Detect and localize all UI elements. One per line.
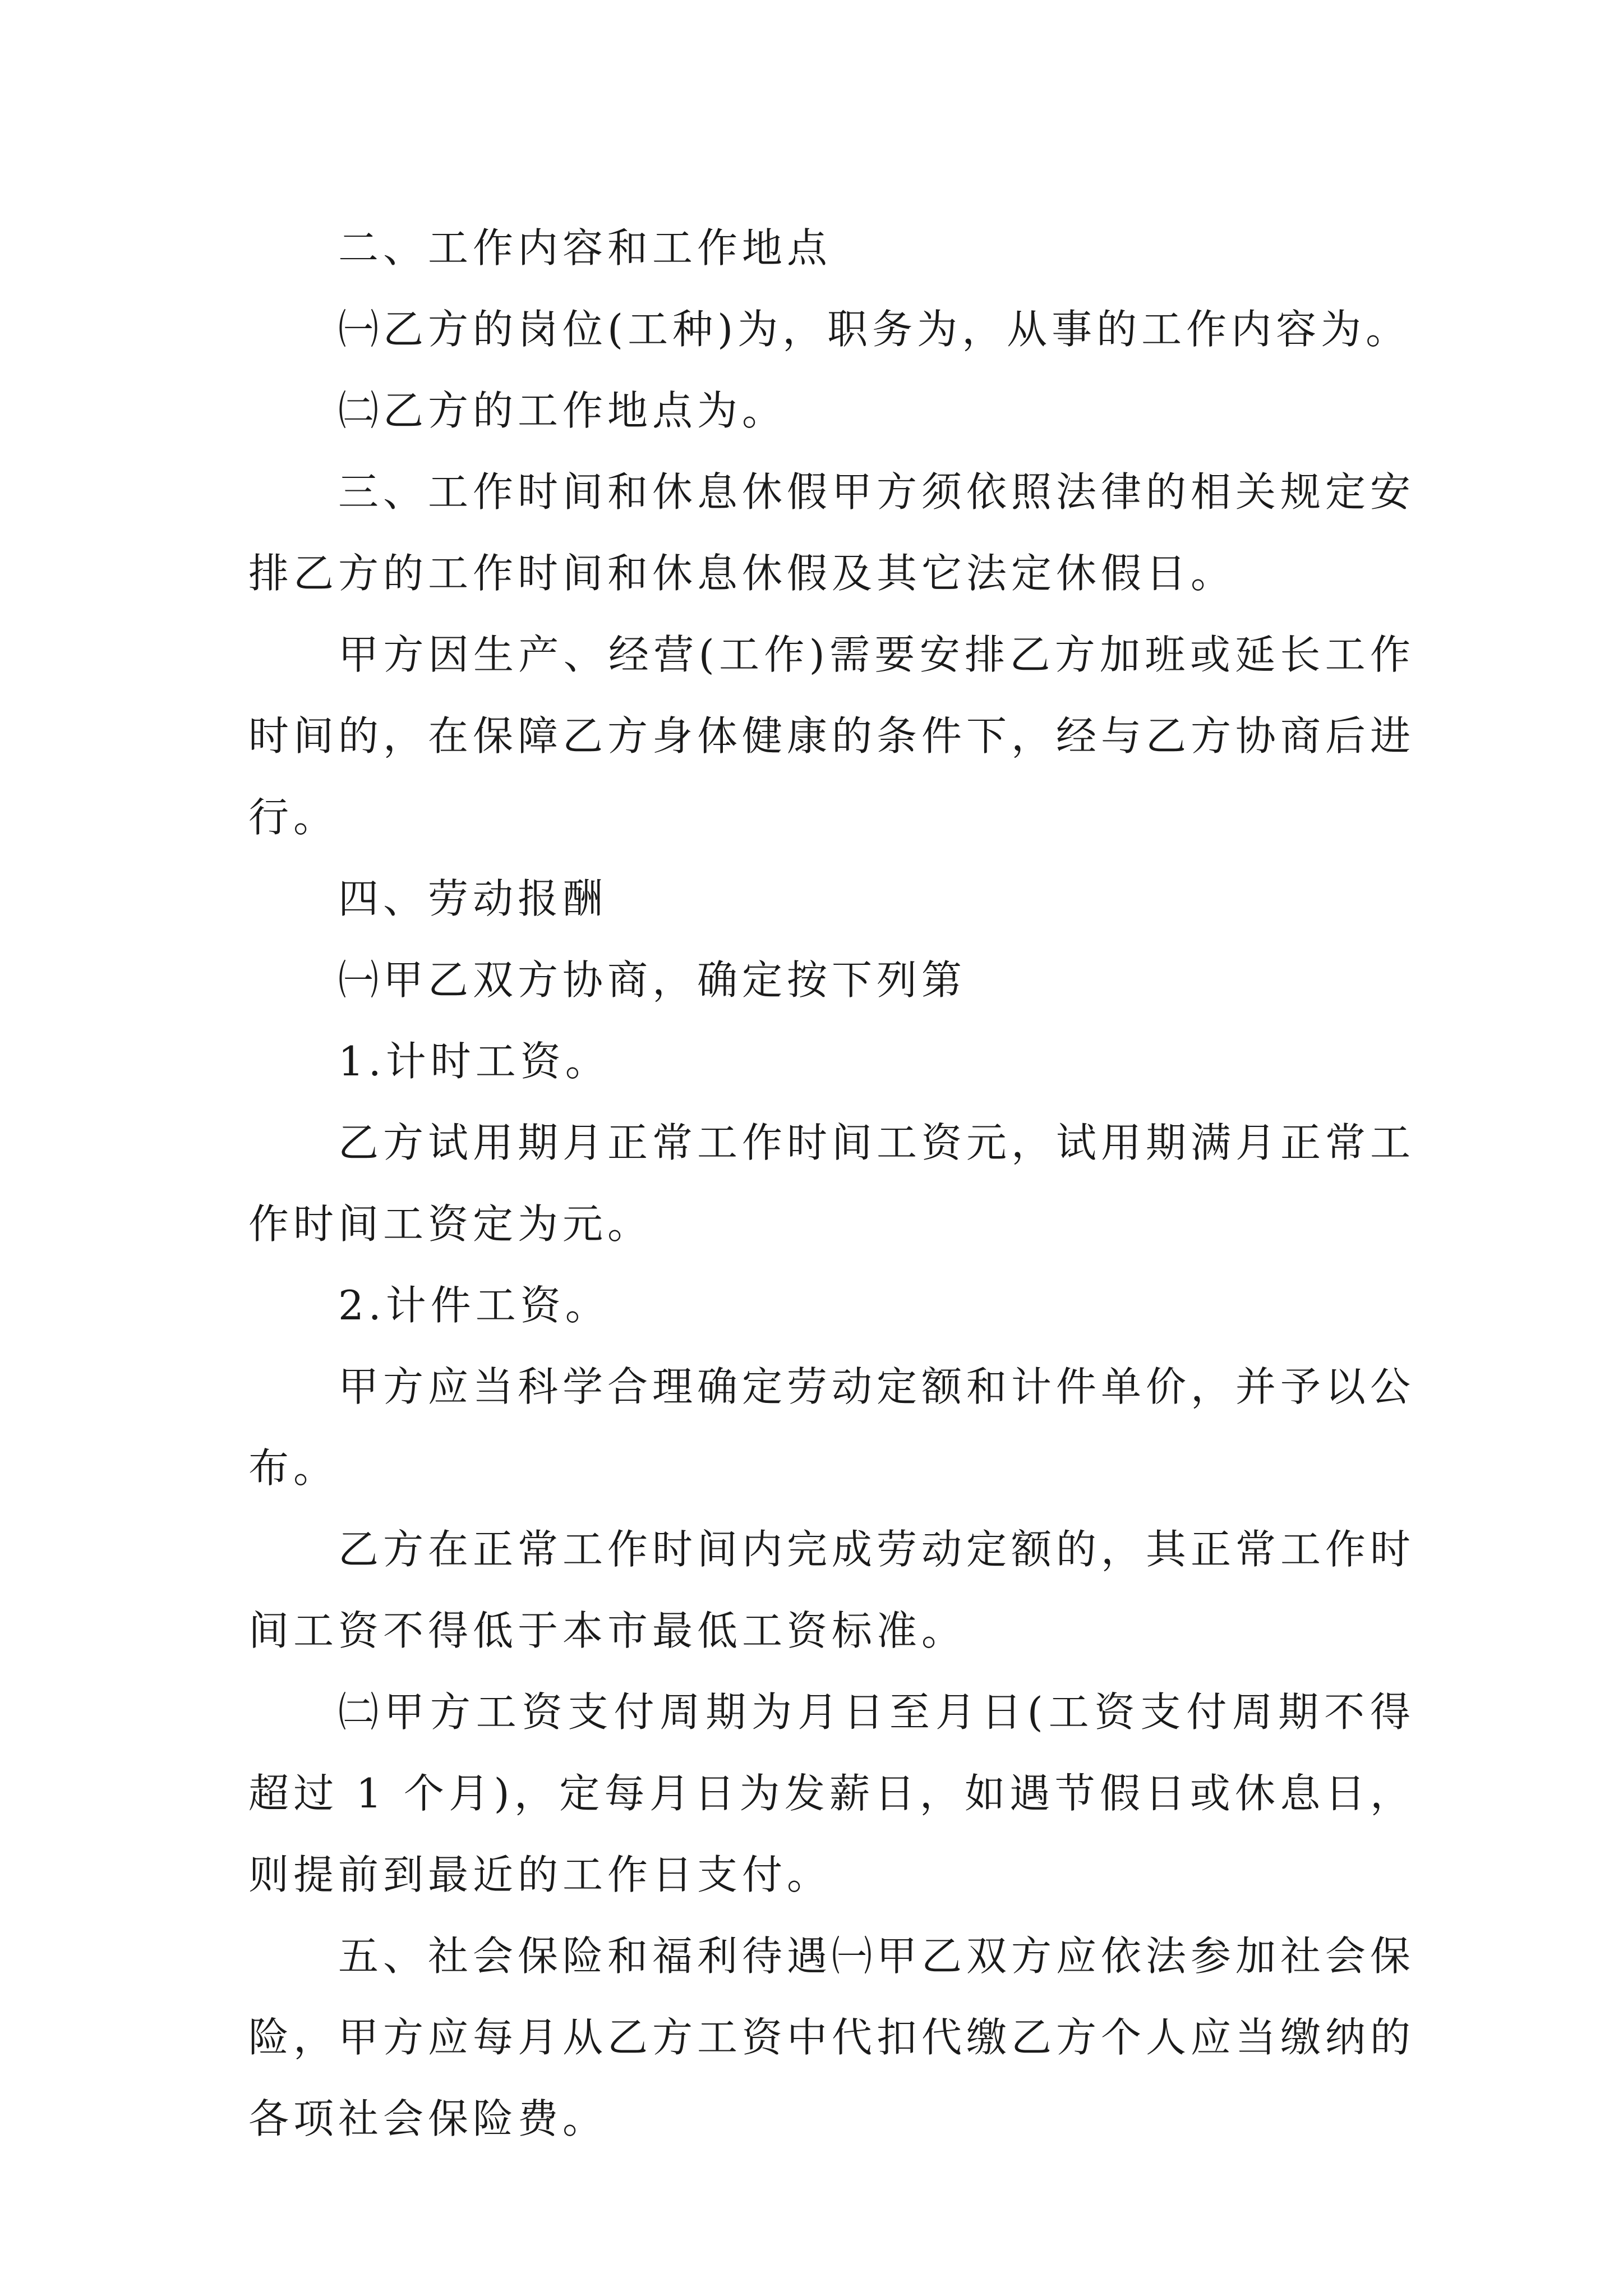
paragraph-position: ㈠乙方的岗位(工种)为，职务为，从事的工作内容为。 [338,306,1411,353]
paragraph-overtime: 甲方因生产、经营(工作)需要安排乙方加班或延长工作时间的，在保障乙方身体健康的条件下，经与乙方协商后进行。 [248,631,1415,841]
section-heading-4: 四、劳动报酬 [338,875,608,922]
paragraph-piece-rate: 甲方应当科学合理确定劳动定额和计件单价，并予以公布。 [248,1363,1415,1492]
document-body [248,208,1415,2160]
paragraph-hourly-wage: 乙方试用期月正常工作时间工资元，试用期满月正常工作时间工资定为元。 [248,1119,1415,1248]
paragraph-piece-wage-title: 2.计件工资。 [338,1282,610,1329]
paragraph-wage-method: ㈠甲乙双方协商，确定按下列第 [338,956,967,1004]
section-heading-2: 二、工作内容和工作地点 [338,224,832,272]
paragraph-minimum-wage: 乙方在正常工作时间内完成劳动定额的，其正常工作时间工资不得低于本市最低工资标准。 [248,1526,1415,1654]
section-heading-3: 三、工作时间和休息休假甲方须依照法律的相关规定安排乙方的工作时间和休息休假及其它法定休假日。 [248,468,1415,597]
section-heading-5: 五、社会保险和福利待遇㈠甲乙双方应依法参加社会保险，甲方应每月从乙方工资中代扣代缴乙方个人应当缴纳的各项社会保险费。 [248,1932,1415,2142]
paragraph-pay-cycle: ㈡甲方工资支付周期为月日至月日(工资支付周期不得超过 1 个月)，定每月日为发薪日，如遇节假日或休息日，则提前到最近的工作日支付。 [248,1688,1415,1898]
paragraph-location: ㈡乙方的工作地点为。 [338,387,787,434]
paragraph-hourly-wage-title: 1.计时工资。 [338,1038,610,1085]
